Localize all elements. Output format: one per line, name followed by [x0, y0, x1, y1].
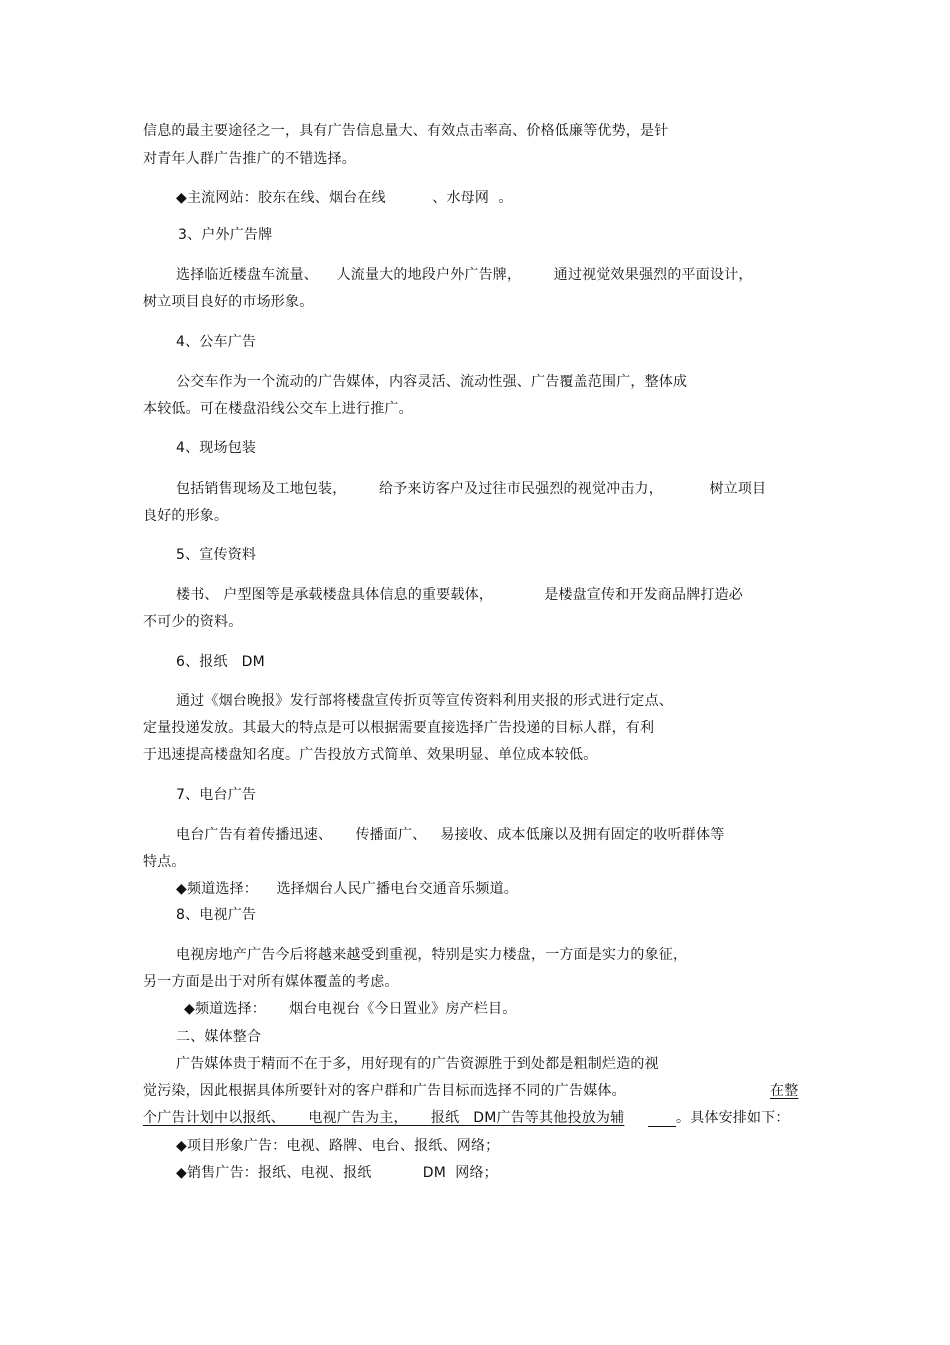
paragraph-line: 电台广告有着传播迅速、 传播面广、 易接收、成本低廉以及拥有固定的收听群体等 — [176, 827, 725, 843]
paragraph-line: 信息的最主要途径之一，具有广告信息量大、有效点击率高、价格低廉等优势，是针 — [143, 123, 669, 139]
paragraph-line: 另一方面是出于对所有媒体覆盖的考虑。 — [143, 974, 399, 990]
section-heading: 4、现场包装 — [176, 440, 257, 456]
section-heading: 8、电视广告 — [176, 907, 257, 923]
paragraph-line: 包括销售现场及工地包装， 给予来访客户及过往市民强烈的视觉冲击力， 树立项目 — [176, 481, 767, 497]
section-heading: 7、电台广告 — [176, 787, 257, 803]
paragraph-line: 于迅速提高楼盘知名度。广告投放方式简单、效果明显、单位成本较低。 — [143, 747, 598, 763]
bullet-line: ◆频道选择： 烟台电视台《今日置业》房产栏目。 — [184, 1001, 517, 1017]
paragraph-line: 树立项目良好的市场形象。 — [143, 294, 314, 310]
section-heading: 5、宣传资料 — [176, 547, 257, 563]
underlined-text: 在整 — [770, 1083, 799, 1099]
bullet-line: ◆项目形象广告：电视、路牌、电台、报纸、网络； — [176, 1138, 500, 1154]
paragraph-line: 公交车作为一个流动的广告媒体，内容灵活、流动性强、广告覆盖范围广，整体成 — [176, 374, 688, 390]
paragraph-line: 通过《烟台晚报》发行部将楼盘宣传折页等宣传资料利用夹报的形式进行定点、 — [176, 693, 673, 709]
paragraph-line: 对青年人群广告推广的不错选择。 — [143, 151, 356, 167]
bullet-line: ◆主流网站：胶东在线、烟台在线 、水母网 。 — [176, 190, 513, 206]
paragraph-line: 广告媒体贵于精而不在于多，用好现有的广告资源胜于到处都是粗制烂造的视 — [176, 1056, 659, 1072]
paragraph-line: 本较低。可在楼盘沿线公交车上进行推广。 — [143, 401, 413, 417]
underline-extension — [648, 1126, 676, 1127]
paragraph-line: 楼书、 户型图等是承载楼盘具体信息的重要载体， 是楼盘宣传和开发商品牌打造必 — [176, 587, 743, 603]
paragraph-line: 良好的形象。 — [143, 508, 229, 524]
paragraph-line: 定量投递发放。其最大的特点是可以根据需要直接选择广告投递的目标人群，有利 — [143, 720, 655, 736]
underlined-text: 个广告计划中以报纸、 电视广告为主， 报纸 DM广告等其他投放为辅 — [143, 1110, 625, 1126]
section-heading: 二、媒体整合 — [176, 1029, 262, 1045]
section-heading: 3、户外广告牌 — [178, 227, 273, 243]
paragraph-line: 不可少的资料。 — [143, 614, 243, 630]
paragraph-line: 选择临近楼盘车流量、 人流量大的地段户外广告牌， 通过视觉效果强烈的平面设计， — [176, 267, 753, 283]
section-heading: 4、公车广告 — [176, 334, 257, 350]
bullet-line: ◆频道选择： 选择烟台人民广播电台交通音乐频道。 — [176, 881, 518, 897]
bullet-line: ◆销售广告：报纸、电视、报纸 DM 网络； — [176, 1165, 498, 1181]
paragraph-line: 特点。 — [143, 854, 186, 870]
section-heading: 6、报纸 DM — [176, 654, 265, 670]
paragraph-line: 觉污染，因此根据具体所要针对的客户群和广告目标而选择不同的广告媒体。 — [143, 1083, 626, 1099]
paragraph-line: 电视房地产广告今后将越来越受到重视，特别是实力楼盘，一方面是实力的象征， — [176, 947, 688, 963]
paragraph-line: 。具体安排如下： — [676, 1110, 790, 1126]
